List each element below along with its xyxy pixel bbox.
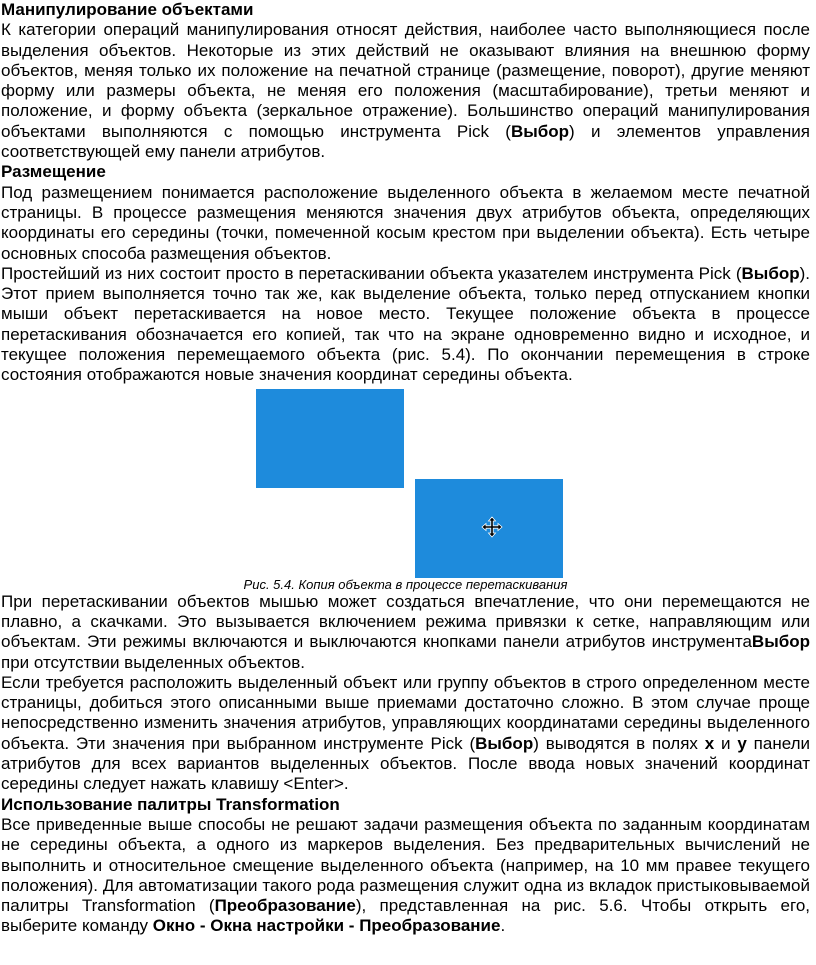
- bold-term-y: y: [737, 733, 747, 753]
- text-run: Все приведенные выше способы не решают задачи размещения объекта по заданным координатам не середины объекта, а одного из маркеров выделения. Без предварительных вычислений не выполнить и относительное смещение выделенного объекта (например, на 10 мм правее текущего положения). Для автоматизации такого рода размещения служит одна из вкладок пристыковываемой палитры Transformation (: [1, 814, 810, 916]
- bold-menu-command: Окно - Окна настройки - Преобразование: [152, 916, 501, 936]
- text-run: При перетаскивании объектов мышью может создаться впечатление, что они перемещаются не плавно, а скачками. Это вызывается включением режима привязки к сетке, направляющим или объектам. Эти режимы включаются и выключаются кнопками панели атрибутов инструмента: [1, 591, 810, 652]
- text-run: .: [500, 916, 506, 936]
- text-run: и: [714, 733, 738, 753]
- paragraph-manipulation-intro: [1, 20, 810, 162]
- bold-term: Выбор: [741, 263, 800, 283]
- bold-term: Выбор: [751, 632, 810, 652]
- paragraph-coordinates: [1, 673, 810, 795]
- text-run: Простейший из них состоит просто в перетаскивании объекта указателем инструмента Pick (: [1, 263, 742, 283]
- text-run: К категории операций манипулирования относят действия, наиболее часто выполняющиеся после выделения объектов. Некоторые из этих действий не оказывают влияния на внешнюю форму объектов, меняя только их положение на печатной странице (размещение, поворот), другие меняют форму или размеры объекта, не меняя его положения (масштабирование), третьи меняют и положение, и форму объекта (зеркальное отражение). Большинство операций манипулирования объектами выполняются с помощью инструмента Pick (: [1, 20, 810, 141]
- heading-manipulation: Манипулирование объектами: [1, 0, 254, 19]
- text-run: при отсутствии выделенных объектов.: [1, 652, 305, 672]
- paragraph-snapping: [1, 592, 810, 673]
- figure-caption: Рис. 5.4. Копия объекта в процессе перетаскивания: [243, 576, 568, 592]
- paragraph-placement-drag: [1, 264, 810, 386]
- move-cursor-icon: [481, 516, 503, 538]
- bold-term: Выбор: [475, 733, 534, 753]
- original-object-rectangle: [256, 389, 404, 488]
- heading-transformation-palette: Использование палитры Transformation: [1, 794, 340, 814]
- bold-term-x: x: [704, 733, 715, 753]
- text-run: панели атрибутов для всех вариантов выделенных объектов. После ввода новых значений координат середины следует нажать клавишу <Enter>.: [1, 733, 811, 794]
- text-run: Если требуется расположить выделенный объект или группу объектов в строго определенном месте страницы, добиться этого описанными выше приемами достаточно сложно. В этом случае проще непосредственно изменить значения атрибутов, управляющих координатами середины выделенного объекта. Эти значения при выбранном инструменте Pick (: [1, 672, 810, 753]
- text-run: ) и элементов управления соответствующей ему панели атрибутов.: [1, 121, 810, 162]
- text-run: ) выводятся в полях: [533, 733, 705, 753]
- bold-term: Преобразование: [214, 896, 356, 916]
- paragraph-transformation: [1, 815, 810, 937]
- paragraph-placement-definition: Под размещением понимается расположение выделенного объекта в желаемом месте печатной страницы. В процессе размещения меняются значения двух атрибутов объекта, определяющих координаты его середины (точки, помеченной косым крестом при выделении объекта). Есть четыре основных способа размещения объектов.: [1, 182, 810, 263]
- figure-5-4: [1, 386, 810, 592]
- text-run: ), представленная на рис. 5.6. Чтобы открыть его, выберите команду: [1, 896, 810, 936]
- heading-placement: Размещение: [1, 162, 106, 182]
- bold-term: Выбор: [510, 121, 570, 141]
- text-run: ). Этот прием выполняется точно так же, как выделение объекта, только перед отпусканием кнопки мыши объект перетаскивается на новое место. Текущее положение объекта в процессе перетаскивания обозначается его копией, так что на экране одновременно видно и исходное, и текущее положения перемещаемого объекта (рис. 5.4). По окончании перемещения в строке состояния отображаются новые значения координат середины объекта.: [1, 263, 810, 385]
